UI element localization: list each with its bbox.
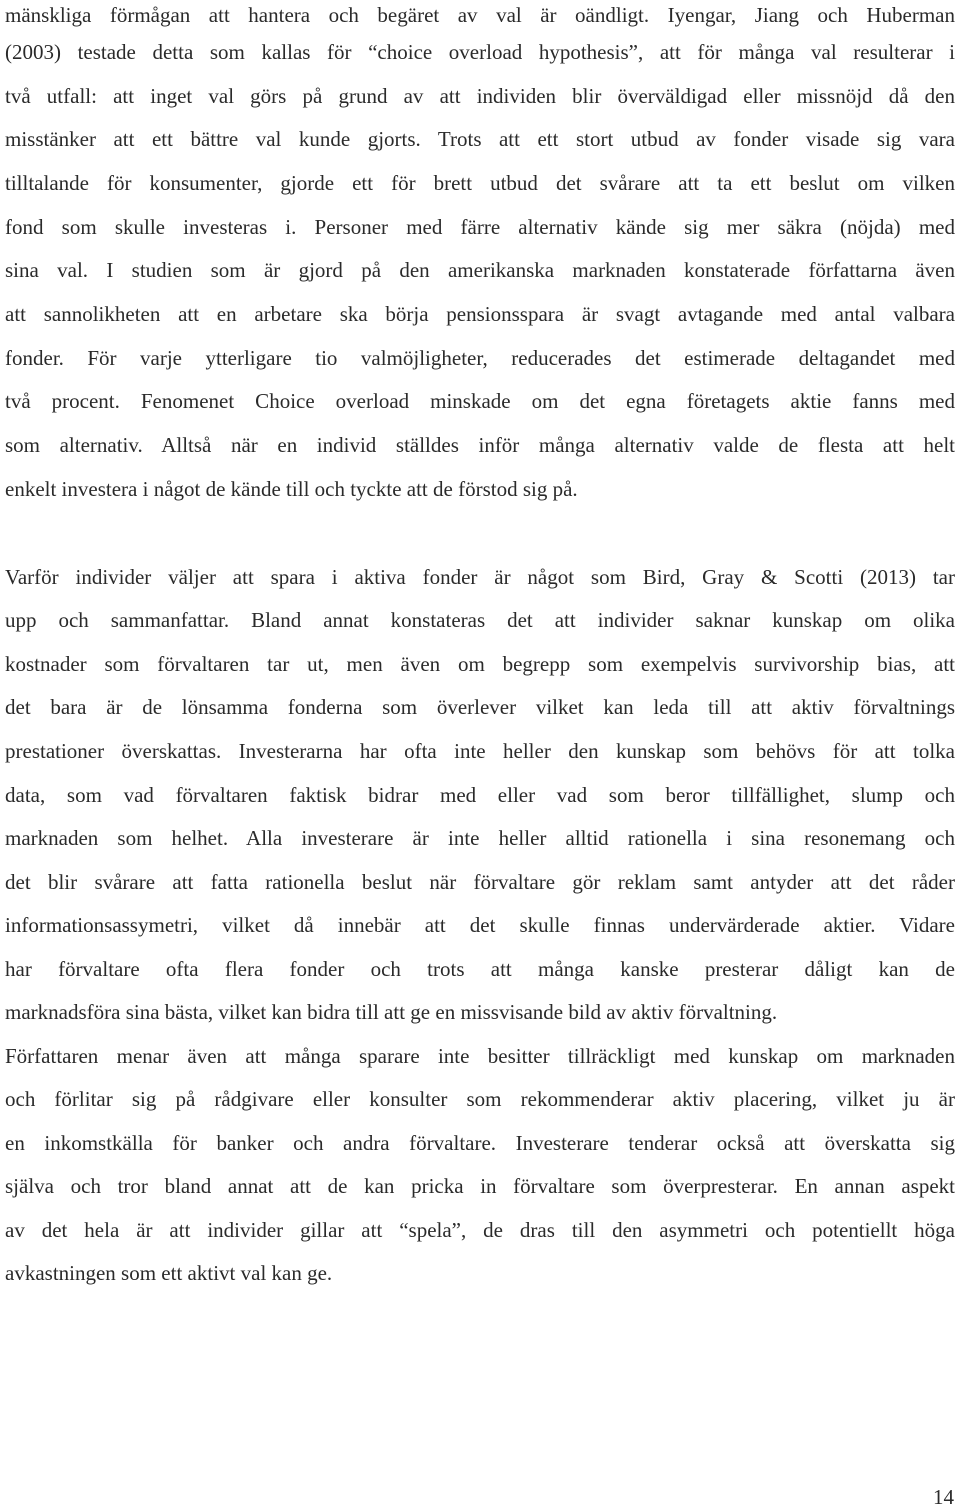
text-line: prestationer överskattas. Investerarna har ofta inte heller den kunskap som behövs för att tolka: [5, 739, 955, 763]
text-line: kostnader som förvaltaren tar ut, men även om begrepp som exempelvis survivorship bias, att: [5, 652, 955, 676]
text-line: det bara är de lönsamma fonderna som överlever vilket kan leda till att aktiv förvaltnings: [5, 695, 955, 719]
text-line: som alternativ. Alltså när en individ ställdes inför många alternativ valde de flesta att helt: [5, 433, 955, 457]
text-line: mänskliga förmågan att hantera och begäret av val är oändligt. Iyengar, Jiang och Huberman: [5, 3, 955, 27]
text-line: marknaden som helhet. Alla investerare är inte heller alltid rationella i sina resonemang och: [5, 826, 955, 850]
text-line: att sannolikheten att en arbetare ska börja pensionsspara är svagt avtagande med antal valbara: [5, 302, 955, 326]
text-line: själva och tror bland annat att de kan pricka in förvaltare som överpresterar. En annan aspekt: [5, 1174, 955, 1198]
text-line: upp och sammanfattar. Bland annat konstateras det att individer saknar kunskap om olika: [5, 608, 955, 632]
text-line: marknadsföra sina bästa, vilket kan bidra till att ge en missvisande bild av aktiv förvaltning.: [5, 1000, 778, 1024]
text-line: en inkomstkälla för banker och andra förvaltare. Investerare tenderar också att överskatta sig: [5, 1131, 955, 1155]
text-line: fonder. För varje ytterligare tio valmöjligheter, reducerades det estimerade deltagandet med: [5, 346, 955, 370]
text-line: två procent. Fenomenet Choice overload minskade om det egna företagets aktie fanns med: [5, 389, 955, 413]
text-line: (2003) testade detta som kallas för “choice overload hypothesis”, att för många val resulterar i: [5, 40, 955, 64]
text-line: data, som vad förvaltaren faktisk bidrar med eller vad som beror tillfällighet, slump och: [5, 783, 955, 807]
text-line: två utfall: att inget val görs på grund av att individen blir överväldigad eller missnöjd då den: [5, 84, 955, 108]
text-line: misstänker att ett bättre val kunde gjorts. Trots att ett stort utbud av fonder visade sig vara: [5, 127, 955, 151]
text-line: avkastningen som ett aktivt val kan ge.: [5, 1261, 333, 1285]
text-line: Författaren menar även att många sparare inte besitter tillräckligt med kunskap om marknaden: [5, 1044, 955, 1068]
page-number: 14: [933, 1485, 954, 1509]
text-line: har förvaltare ofta flera fonder och trots att många kanske presterar dåligt kan de: [5, 957, 955, 981]
text-line: fond som skulle investeras i. Personer med färre alternativ kände sig mer säkra (nöjda) med: [5, 215, 955, 239]
text-line: enkelt investera i något de kände till och tyckte att de förstod sig på.: [5, 477, 578, 501]
text-line: Varför individer väljer att spara i aktiva fonder är något som Bird, Gray & Scotti (2013) tar: [5, 565, 955, 589]
text-line: sina val. I studien som är gjord på den amerikanska marknaden konstaterade författarna även: [5, 258, 955, 282]
text-line: av det hela är att individer gillar att “spela”, de dras till den asymmetri och potentiellt höga: [5, 1218, 955, 1242]
text-line: informationsassymetri, vilket då innebär att det skulle finnas undervärderade aktier. Vidare: [5, 913, 955, 937]
text-line: tilltalande för konsumenter, gjorde ett för brett utbud det svårare att ta ett beslut om vilken: [5, 171, 955, 195]
text-line: och förlitar sig på rådgivare eller konsulter som rekommenderar aktiv placering, vilket ju är: [5, 1087, 955, 1111]
text-line: det blir svårare att fatta rationella beslut när förvaltare gör reklam samt antyder att det råder: [5, 870, 955, 894]
